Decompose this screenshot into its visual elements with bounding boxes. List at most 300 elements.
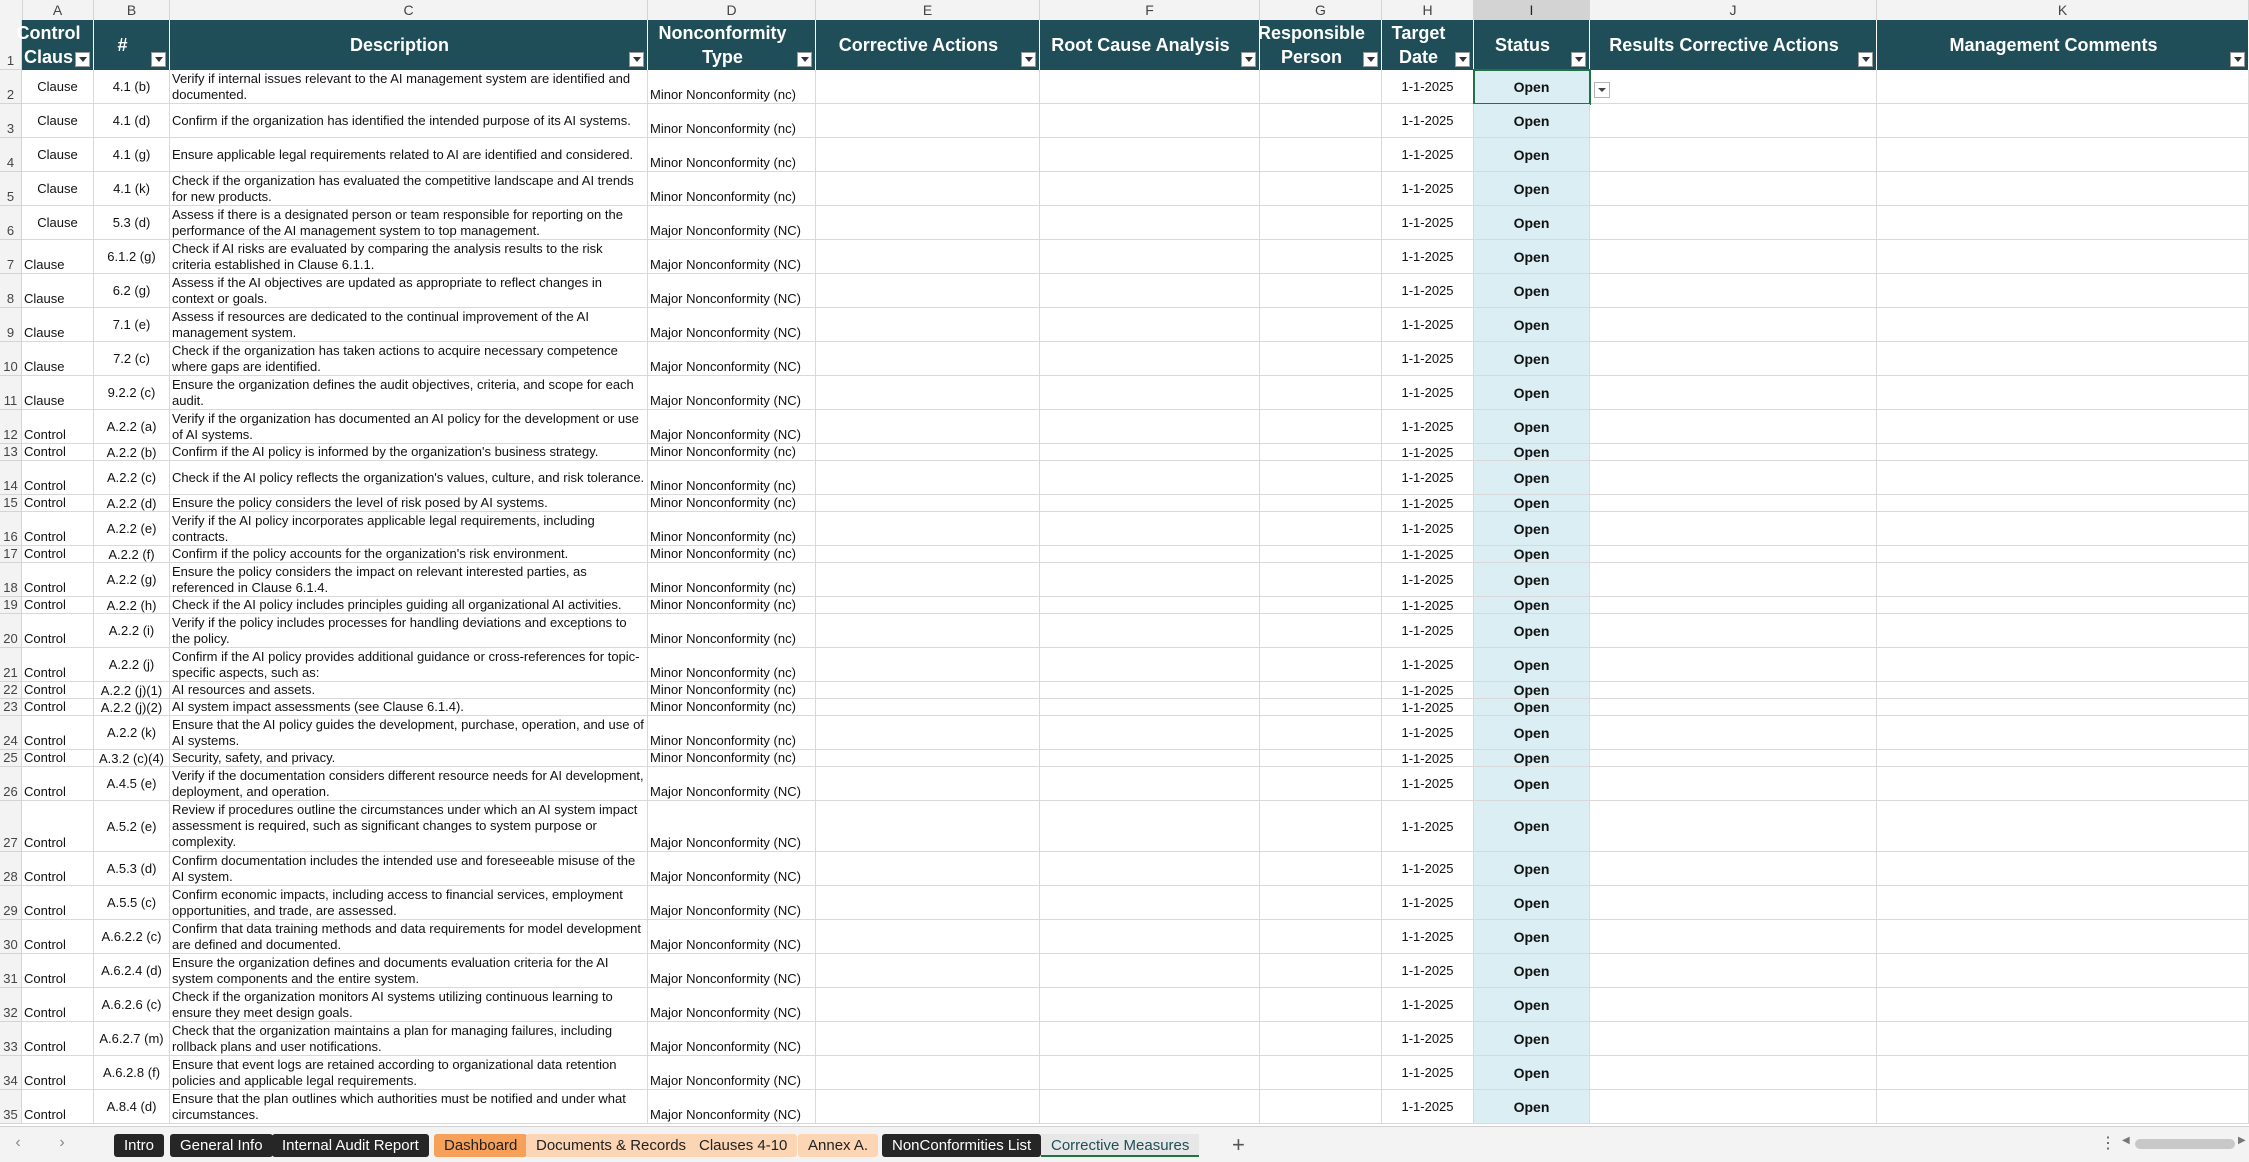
root-cause-analysis-cell[interactable] [1040, 461, 1260, 495]
management-comments-cell[interactable] [1877, 852, 2249, 886]
results-corrective-actions-cell[interactable] [1590, 920, 1877, 954]
corrective-actions-cell[interactable] [816, 682, 1040, 699]
target-date-cell[interactable]: 1-1-2025 [1382, 597, 1474, 614]
description-cell[interactable]: Confirm if the organization has identified the intended purpose of its AI systems. [170, 104, 648, 138]
status-cell[interactable]: Open [1474, 563, 1590, 597]
row-number-6[interactable] [0, 206, 22, 240]
nonconformity-type-cell[interactable]: Major Nonconformity (NC) [648, 1022, 816, 1056]
target-date-cell[interactable]: 1-1-2025 [1382, 274, 1474, 308]
control-clause-cell[interactable]: Control [22, 546, 94, 563]
management-comments-cell[interactable] [1877, 546, 2249, 563]
results-corrective-actions-cell[interactable] [1590, 767, 1877, 801]
target-date-cell[interactable]: 1-1-2025 [1382, 308, 1474, 342]
clause-number-cell[interactable]: A.6.2.2 (c) [94, 920, 170, 954]
root-cause-analysis-cell[interactable] [1040, 801, 1260, 852]
target-date-cell[interactable]: 1-1-2025 [1382, 240, 1474, 274]
scroll-left-icon[interactable]: ◀ [2122, 1135, 2130, 1146]
clause-number-cell[interactable]: A.2.2 (e) [94, 512, 170, 546]
control-clause-cell[interactable]: Control [22, 444, 94, 461]
management-comments-cell[interactable] [1877, 342, 2249, 376]
corrective-actions-cell[interactable] [816, 546, 1040, 563]
responsible-person-cell[interactable] [1260, 648, 1382, 682]
corrective-actions-cell[interactable] [816, 750, 1040, 767]
description-cell[interactable]: Confirm if the policy accounts for the organization's risk environment. [170, 546, 648, 563]
row-number-13[interactable] [0, 444, 22, 461]
nonconformity-type-cell[interactable]: Major Nonconformity (NC) [648, 376, 816, 410]
root-cause-analysis-cell[interactable] [1040, 172, 1260, 206]
status-cell[interactable]: Open [1474, 274, 1590, 308]
corrective-actions-cell[interactable] [816, 920, 1040, 954]
nonconformity-type-cell[interactable]: Minor Nonconformity (nc) [648, 172, 816, 206]
responsible-person-cell[interactable] [1260, 376, 1382, 410]
responsible-person-cell[interactable] [1260, 70, 1382, 104]
results-corrective-actions-cell[interactable] [1590, 138, 1877, 172]
control-clause-cell[interactable]: Clause [22, 70, 94, 104]
target-date-cell[interactable]: 1-1-2025 [1382, 682, 1474, 699]
management-comments-cell[interactable] [1877, 682, 2249, 699]
row-number-31[interactable] [0, 954, 22, 988]
management-comments-cell[interactable] [1877, 954, 2249, 988]
management-comments-cell[interactable] [1877, 920, 2249, 954]
target-date-cell[interactable]: 1-1-2025 [1382, 767, 1474, 801]
control-clause-cell[interactable]: Control [22, 988, 94, 1022]
sheet-tab-annex-a-[interactable]: Annex A. [798, 1134, 878, 1157]
responsible-person-cell[interactable] [1260, 104, 1382, 138]
row-number-8[interactable] [0, 274, 22, 308]
status-cell[interactable]: Open [1474, 1056, 1590, 1090]
clause-number-cell[interactable]: 4.1 (d) [94, 104, 170, 138]
status-cell[interactable]: Open [1474, 376, 1590, 410]
nonconformity-type-cell[interactable]: Major Nonconformity (NC) [648, 886, 816, 920]
row-number-27[interactable] [0, 801, 22, 852]
nonconformity-type-cell[interactable]: Minor Nonconformity (nc) [648, 682, 816, 699]
management-comments-cell[interactable] [1877, 444, 2249, 461]
nonconformity-type-cell[interactable]: Minor Nonconformity (nc) [648, 512, 816, 546]
row-number-34[interactable] [0, 1056, 22, 1090]
responsible-person-cell[interactable] [1260, 1090, 1382, 1124]
horizontal-scrollbar[interactable] [2135, 1139, 2235, 1149]
nonconformity-type-cell[interactable]: Major Nonconformity (NC) [648, 767, 816, 801]
nonconformity-type-cell[interactable]: Minor Nonconformity (nc) [648, 138, 816, 172]
responsible-person-cell[interactable] [1260, 342, 1382, 376]
control-clause-cell[interactable]: Clause [22, 240, 94, 274]
corrective-actions-cell[interactable] [816, 988, 1040, 1022]
status-cell[interactable]: Open [1474, 920, 1590, 954]
corrective-actions-cell[interactable] [816, 342, 1040, 376]
root-cause-analysis-cell[interactable] [1040, 563, 1260, 597]
row-number-9[interactable] [0, 308, 22, 342]
control-clause-cell[interactable]: Control [22, 563, 94, 597]
responsible-person-cell[interactable] [1260, 852, 1382, 886]
results-corrective-actions-cell[interactable] [1590, 750, 1877, 767]
control-clause-cell[interactable]: Clause [22, 376, 94, 410]
filter-dropdown-icon[interactable] [797, 52, 812, 67]
responsible-person-cell[interactable] [1260, 172, 1382, 206]
management-comments-cell[interactable] [1877, 308, 2249, 342]
target-date-cell[interactable]: 1-1-2025 [1382, 512, 1474, 546]
description-cell[interactable]: Assess if the AI objectives are updated as appropriate to reflect changes in context or goals. [170, 274, 648, 308]
root-cause-analysis-cell[interactable] [1040, 750, 1260, 767]
nonconformity-type-cell[interactable]: Major Nonconformity (NC) [648, 308, 816, 342]
column-letter-k[interactable]: K [1877, 0, 2249, 20]
corrective-actions-cell[interactable] [816, 886, 1040, 920]
row-number-21[interactable] [0, 648, 22, 682]
clause-number-cell[interactable]: 4.1 (k) [94, 172, 170, 206]
status-cell[interactable]: Open [1474, 716, 1590, 750]
clause-number-cell[interactable]: 7.1 (e) [94, 308, 170, 342]
row-number-10[interactable] [0, 342, 22, 376]
description-cell[interactable]: Review if procedures outline the circumstances under which an AI system impact assessment is required, such as significant changes to system purpose or complexity. [170, 801, 648, 852]
corrective-actions-cell[interactable] [816, 172, 1040, 206]
control-clause-cell[interactable]: Control [22, 461, 94, 495]
row-number-23[interactable] [0, 699, 22, 716]
description-cell[interactable]: Check if AI risks are evaluated by comparing the analysis results to the risk criteria established in Clause 6.1.1. [170, 240, 648, 274]
column-letter-d[interactable]: D [648, 0, 816, 20]
root-cause-analysis-cell[interactable] [1040, 342, 1260, 376]
target-date-cell[interactable]: 1-1-2025 [1382, 1090, 1474, 1124]
root-cause-analysis-cell[interactable] [1040, 767, 1260, 801]
scroll-right-icon[interactable]: ▶ [2238, 1135, 2246, 1146]
nonconformity-type-cell[interactable]: Minor Nonconformity (nc) [648, 614, 816, 648]
corrective-actions-cell[interactable] [816, 104, 1040, 138]
clause-number-cell[interactable]: A.6.2.8 (f) [94, 1056, 170, 1090]
root-cause-analysis-cell[interactable] [1040, 614, 1260, 648]
root-cause-analysis-cell[interactable] [1040, 682, 1260, 699]
row-number-3[interactable] [0, 104, 22, 138]
clause-number-cell[interactable]: A.2.2 (a) [94, 410, 170, 444]
clause-number-cell[interactable]: A.3.2 (c)(4) [94, 750, 170, 767]
sheet-tab-corrective-measures[interactable]: Corrective Measures [1041, 1134, 1199, 1157]
results-corrective-actions-cell[interactable] [1590, 1056, 1877, 1090]
management-comments-cell[interactable] [1877, 750, 2249, 767]
control-clause-cell[interactable]: Control [22, 1056, 94, 1090]
corrective-actions-cell[interactable] [816, 1056, 1040, 1090]
management-comments-cell[interactable] [1877, 461, 2249, 495]
nonconformity-type-cell[interactable]: Major Nonconformity (NC) [648, 1090, 816, 1124]
responsible-person-cell[interactable] [1260, 444, 1382, 461]
chevron-down-icon[interactable] [1594, 82, 1610, 98]
responsible-person-cell[interactable] [1260, 308, 1382, 342]
control-clause-cell[interactable]: Control [22, 1090, 94, 1124]
clause-number-cell[interactable]: A.8.4 (d) [94, 1090, 170, 1124]
control-clause-cell[interactable]: Control [22, 716, 94, 750]
description-cell[interactable]: Security, safety, and privacy. [170, 750, 648, 767]
plus-icon[interactable]: + [1232, 1132, 1245, 1157]
status-cell[interactable]: Open [1474, 699, 1590, 716]
root-cause-analysis-cell[interactable] [1040, 206, 1260, 240]
filter-dropdown-icon[interactable] [629, 52, 644, 67]
clause-number-cell[interactable]: A.2.2 (j)(1) [94, 682, 170, 699]
control-clause-cell[interactable]: Control [22, 801, 94, 852]
control-clause-cell[interactable]: Clause [22, 274, 94, 308]
status-cell[interactable]: Open [1474, 104, 1590, 138]
target-date-cell[interactable]: 1-1-2025 [1382, 376, 1474, 410]
row-number-19[interactable] [0, 597, 22, 614]
corrective-actions-cell[interactable] [816, 206, 1040, 240]
clause-number-cell[interactable]: A.2.2 (i) [94, 614, 170, 648]
nonconformity-type-cell[interactable]: Major Nonconformity (NC) [648, 274, 816, 308]
clause-number-cell[interactable]: A.2.2 (g) [94, 563, 170, 597]
results-corrective-actions-cell[interactable] [1590, 563, 1877, 597]
management-comments-cell[interactable] [1877, 563, 2249, 597]
description-cell[interactable]: Ensure the organization defines the audit objectives, criteria, and scope for each audit. [170, 376, 648, 410]
target-date-cell[interactable]: 1-1-2025 [1382, 954, 1474, 988]
description-cell[interactable]: Confirm documentation includes the intended use and foreseeable misuse of the AI system. [170, 852, 648, 886]
results-corrective-actions-cell[interactable] [1590, 988, 1877, 1022]
target-date-cell[interactable]: 1-1-2025 [1382, 614, 1474, 648]
nonconformity-type-cell[interactable]: Major Nonconformity (NC) [648, 988, 816, 1022]
management-comments-cell[interactable] [1877, 597, 2249, 614]
status-cell[interactable]: Open [1474, 546, 1590, 563]
results-corrective-actions-cell[interactable] [1590, 682, 1877, 699]
control-clause-cell[interactable]: Control [22, 512, 94, 546]
nonconformity-type-cell[interactable]: Major Nonconformity (NC) [648, 240, 816, 274]
status-cell[interactable]: Open [1474, 750, 1590, 767]
status-cell[interactable]: Open [1474, 852, 1590, 886]
description-cell[interactable]: Confirm if the AI policy is informed by the organization's business strategy. [170, 444, 648, 461]
filter-dropdown-icon[interactable] [1363, 52, 1378, 67]
target-date-cell[interactable]: 1-1-2025 [1382, 699, 1474, 716]
target-date-cell[interactable]: 1-1-2025 [1382, 716, 1474, 750]
clause-number-cell[interactable]: A.2.2 (d) [94, 495, 170, 512]
management-comments-cell[interactable] [1877, 274, 2249, 308]
control-clause-cell[interactable]: Control [22, 648, 94, 682]
corrective-actions-cell[interactable] [816, 563, 1040, 597]
management-comments-cell[interactable] [1877, 801, 2249, 852]
target-date-cell[interactable]: 1-1-2025 [1382, 1056, 1474, 1090]
column-letter-e[interactable]: E [816, 0, 1040, 20]
target-date-cell[interactable]: 1-1-2025 [1382, 920, 1474, 954]
status-cell[interactable]: Open [1474, 495, 1590, 512]
nonconformity-type-cell[interactable]: Minor Nonconformity (nc) [648, 70, 816, 104]
control-clause-cell[interactable]: Clause [22, 206, 94, 240]
row-number-7[interactable] [0, 240, 22, 274]
root-cause-analysis-cell[interactable] [1040, 597, 1260, 614]
row-number-2[interactable] [0, 70, 22, 104]
clause-number-cell[interactable]: 6.2 (g) [94, 274, 170, 308]
corrective-actions-cell[interactable] [816, 716, 1040, 750]
responsible-person-cell[interactable] [1260, 495, 1382, 512]
results-corrective-actions-cell[interactable] [1590, 410, 1877, 444]
status-cell[interactable]: Open [1474, 240, 1590, 274]
row-number-12[interactable] [0, 410, 22, 444]
management-comments-cell[interactable] [1877, 988, 2249, 1022]
nonconformity-type-cell[interactable]: Major Nonconformity (NC) [648, 954, 816, 988]
clause-number-cell[interactable]: A.2.2 (c) [94, 461, 170, 495]
results-corrective-actions-cell[interactable] [1590, 699, 1877, 716]
clause-number-cell[interactable]: A.2.2 (f) [94, 546, 170, 563]
target-date-cell[interactable]: 1-1-2025 [1382, 410, 1474, 444]
corrective-actions-cell[interactable] [816, 801, 1040, 852]
target-date-cell[interactable]: 1-1-2025 [1382, 852, 1474, 886]
clause-number-cell[interactable]: 4.1 (g) [94, 138, 170, 172]
results-corrective-actions-cell[interactable] [1590, 512, 1877, 546]
responsible-person-cell[interactable] [1260, 1022, 1382, 1056]
description-cell[interactable]: Assess if there is a designated person or team responsible for reporting on the performance of the AI management system to top management. [170, 206, 648, 240]
status-cell[interactable]: Open [1474, 308, 1590, 342]
root-cause-analysis-cell[interactable] [1040, 274, 1260, 308]
target-date-cell[interactable]: 1-1-2025 [1382, 495, 1474, 512]
row-number-22[interactable] [0, 682, 22, 699]
control-clause-cell[interactable]: Control [22, 682, 94, 699]
responsible-person-cell[interactable] [1260, 206, 1382, 240]
management-comments-cell[interactable] [1877, 172, 2249, 206]
results-corrective-actions-cell[interactable] [1590, 274, 1877, 308]
clause-number-cell[interactable]: A.6.2.6 (c) [94, 988, 170, 1022]
row-number-18[interactable] [0, 563, 22, 597]
management-comments-cell[interactable] [1877, 1090, 2249, 1124]
results-corrective-actions-cell[interactable] [1590, 104, 1877, 138]
description-cell[interactable]: Check that the organization maintains a plan for managing failures, including rollback plans and user notifications. [170, 1022, 648, 1056]
responsible-person-cell[interactable] [1260, 801, 1382, 852]
control-clause-cell[interactable]: Control [22, 495, 94, 512]
responsible-person-cell[interactable] [1260, 920, 1382, 954]
corrective-actions-cell[interactable] [816, 1022, 1040, 1056]
control-clause-cell[interactable]: Control [22, 920, 94, 954]
column-letter-b[interactable]: B [94, 0, 170, 20]
management-comments-cell[interactable] [1877, 767, 2249, 801]
nonconformity-type-cell[interactable]: Minor Nonconformity (nc) [648, 563, 816, 597]
row-number-35[interactable] [0, 1090, 22, 1124]
description-cell[interactable]: Ensure applicable legal requirements related to AI are identified and considered. [170, 138, 648, 172]
target-date-cell[interactable]: 1-1-2025 [1382, 444, 1474, 461]
root-cause-analysis-cell[interactable] [1040, 104, 1260, 138]
row-number-32[interactable] [0, 988, 22, 1022]
root-cause-analysis-cell[interactable] [1040, 512, 1260, 546]
sheet-tab-general-info[interactable]: General Info [170, 1134, 273, 1157]
nonconformity-type-cell[interactable]: Minor Nonconformity (nc) [648, 750, 816, 767]
control-clause-cell[interactable]: Control [22, 886, 94, 920]
corrective-actions-cell[interactable] [816, 495, 1040, 512]
row-number-17[interactable] [0, 546, 22, 563]
nonconformity-type-cell[interactable]: Minor Nonconformity (nc) [648, 597, 816, 614]
sheet-tab-clauses-4-10[interactable]: Clauses 4-10 [689, 1134, 797, 1157]
corrective-actions-cell[interactable] [816, 138, 1040, 172]
nonconformity-type-cell[interactable]: Minor Nonconformity (nc) [648, 648, 816, 682]
description-cell[interactable]: Verify if the policy includes processes for handling deviations and exceptions to the policy. [170, 614, 648, 648]
filter-dropdown-icon[interactable] [1021, 52, 1036, 67]
row-number-16[interactable] [0, 512, 22, 546]
status-cell[interactable]: Open [1474, 1022, 1590, 1056]
results-corrective-actions-cell[interactable] [1590, 614, 1877, 648]
management-comments-cell[interactable] [1877, 699, 2249, 716]
management-comments-cell[interactable] [1877, 70, 2249, 104]
clause-number-cell[interactable]: 9.2.2 (c) [94, 376, 170, 410]
responsible-person-cell[interactable] [1260, 138, 1382, 172]
control-clause-cell[interactable]: Control [22, 852, 94, 886]
responsible-person-cell[interactable] [1260, 767, 1382, 801]
results-corrective-actions-cell[interactable] [1590, 70, 1877, 104]
row-number-14[interactable] [0, 461, 22, 495]
filter-dropdown-icon[interactable] [2230, 52, 2245, 67]
nonconformity-type-cell[interactable]: Minor Nonconformity (nc) [648, 716, 816, 750]
row-number-5[interactable] [0, 172, 22, 206]
status-cell[interactable]: Open [1474, 767, 1590, 801]
description-cell[interactable]: Confirm economic impacts, including access to financial services, employment opportunities, and trade, are assessed. [170, 886, 648, 920]
row-number-4[interactable] [0, 138, 22, 172]
results-corrective-actions-cell[interactable] [1590, 1090, 1877, 1124]
responsible-person-cell[interactable] [1260, 512, 1382, 546]
status-cell[interactable]: Open [1474, 512, 1590, 546]
target-date-cell[interactable]: 1-1-2025 [1382, 461, 1474, 495]
clause-number-cell[interactable]: A.5.3 (d) [94, 852, 170, 886]
results-corrective-actions-cell[interactable] [1590, 461, 1877, 495]
results-corrective-actions-cell[interactable] [1590, 886, 1877, 920]
control-clause-cell[interactable]: Control [22, 954, 94, 988]
status-cell[interactable]: Open [1474, 172, 1590, 206]
corrective-actions-cell[interactable] [816, 461, 1040, 495]
clause-number-cell[interactable]: 7.2 (c) [94, 342, 170, 376]
management-comments-cell[interactable] [1877, 240, 2249, 274]
column-letter-a[interactable]: A [22, 0, 94, 20]
target-date-cell[interactable]: 1-1-2025 [1382, 1022, 1474, 1056]
root-cause-analysis-cell[interactable] [1040, 495, 1260, 512]
management-comments-cell[interactable] [1877, 648, 2249, 682]
results-corrective-actions-cell[interactable] [1590, 240, 1877, 274]
nonconformity-type-cell[interactable]: Minor Nonconformity (nc) [648, 546, 816, 563]
root-cause-analysis-cell[interactable] [1040, 1056, 1260, 1090]
status-cell[interactable]: Open [1474, 138, 1590, 172]
root-cause-analysis-cell[interactable] [1040, 138, 1260, 172]
responsible-person-cell[interactable] [1260, 1056, 1382, 1090]
nonconformity-type-cell[interactable]: Major Nonconformity (NC) [648, 801, 816, 852]
description-cell[interactable]: Check if the organization has taken actions to acquire necessary competence where gaps are identified. [170, 342, 648, 376]
responsible-person-cell[interactable] [1260, 240, 1382, 274]
sheet-tab-intro[interactable]: Intro [114, 1134, 164, 1157]
sheet-tab-nonconformities-list[interactable]: NonConformities List [882, 1134, 1041, 1157]
row-number-25[interactable] [0, 750, 22, 767]
target-date-cell[interactable]: 1-1-2025 [1382, 546, 1474, 563]
corrective-actions-cell[interactable] [816, 308, 1040, 342]
control-clause-cell[interactable]: Clause [22, 342, 94, 376]
row-number-28[interactable] [0, 852, 22, 886]
root-cause-analysis-cell[interactable] [1040, 70, 1260, 104]
status-cell[interactable]: Open [1474, 954, 1590, 988]
management-comments-cell[interactable] [1877, 138, 2249, 172]
management-comments-cell[interactable] [1877, 716, 2249, 750]
root-cause-analysis-cell[interactable] [1040, 648, 1260, 682]
nonconformity-type-cell[interactable]: Major Nonconformity (NC) [648, 342, 816, 376]
corrective-actions-cell[interactable] [816, 512, 1040, 546]
responsible-person-cell[interactable] [1260, 461, 1382, 495]
clause-number-cell[interactable]: A.5.2 (e) [94, 801, 170, 852]
corrective-actions-cell[interactable] [816, 648, 1040, 682]
target-date-cell[interactable]: 1-1-2025 [1382, 342, 1474, 376]
status-cell[interactable]: Open [1474, 886, 1590, 920]
responsible-person-cell[interactable] [1260, 886, 1382, 920]
filter-dropdown-icon[interactable] [1571, 52, 1586, 67]
description-cell[interactable]: Check if the organization has evaluated the competitive landscape and AI trends for new products. [170, 172, 648, 206]
column-letter-j[interactable]: J [1590, 0, 1877, 20]
column-letter-g[interactable]: G [1260, 0, 1382, 20]
management-comments-cell[interactable] [1877, 886, 2249, 920]
status-cell[interactable]: Open [1474, 410, 1590, 444]
filter-dropdown-icon[interactable] [1455, 52, 1470, 67]
responsible-person-cell[interactable] [1260, 614, 1382, 648]
description-cell[interactable]: Check if the AI policy includes principles guiding all organizational AI activities. [170, 597, 648, 614]
management-comments-cell[interactable] [1877, 104, 2249, 138]
description-cell[interactable]: Verify if the organization has documented an AI policy for the development or use of AI systems. [170, 410, 648, 444]
target-date-cell[interactable]: 1-1-2025 [1382, 801, 1474, 852]
nonconformity-type-cell[interactable]: Major Nonconformity (NC) [648, 206, 816, 240]
corrective-actions-cell[interactable] [816, 852, 1040, 886]
nonconformity-type-cell[interactable]: Major Nonconformity (NC) [648, 1056, 816, 1090]
select-all-corner[interactable] [0, 0, 23, 20]
control-clause-cell[interactable]: Control [22, 750, 94, 767]
control-clause-cell[interactable]: Clause [22, 172, 94, 206]
row-number-15[interactable] [0, 495, 22, 512]
control-clause-cell[interactable]: Control [22, 614, 94, 648]
